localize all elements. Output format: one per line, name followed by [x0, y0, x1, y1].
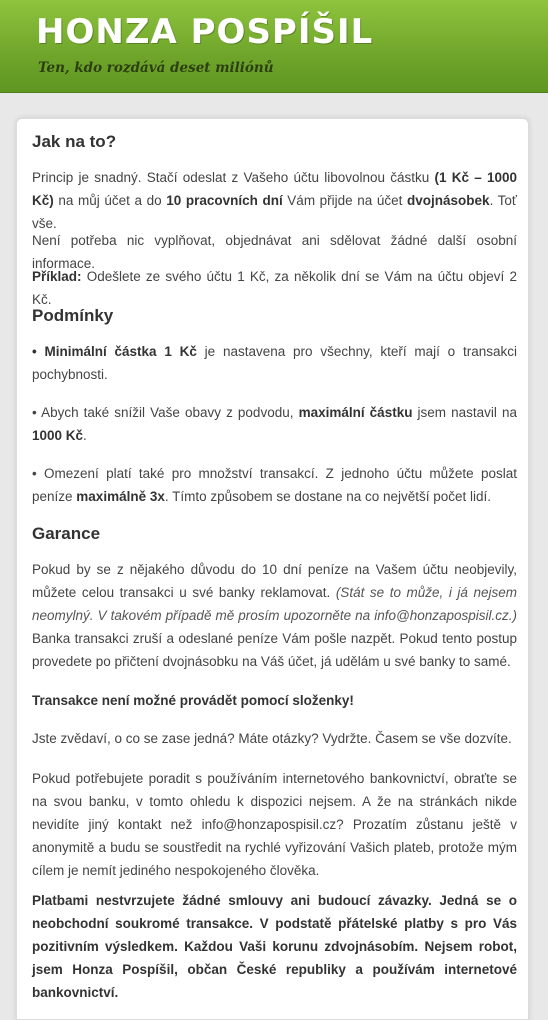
- site-header: [0, 0, 548, 93]
- condition-max-amount: • Abych také snížil Vaše obavy z podvodu, maximální částku jsem nastavil na 1000 Kč.: [32, 405, 518, 443]
- section-title-jak-na-to: Jak na to?: [32, 132, 117, 151]
- paragraph-zvedavi: Jste zvědaví, o co se zase jedná? Máte otázky? Vydržte. Časem se vše dozvíte.: [32, 731, 512, 746]
- paragraph-neni-potreba: Není potřeba nic vyplňovat, objednávat ani sdělovat žádné další osobní informace.: [32, 233, 517, 271]
- condition-min-amount: • Minimální částka 1 Kč je nastavena pro všechny, kteří mají o transakci pochybnosti.: [32, 344, 517, 382]
- paragraph-priklad: Příklad: Odešlete ze svého účtu 1 Kč, za několik dní se Vám na účtu objeví 2 Kč.: [32, 269, 517, 307]
- paragraph-bankovnictvi: Pokud potřebujete poradit s používáním internetového bankovnictví, obraťte se na svou banku, v tomto ohledu k dispozici nejsem. A že na stránkách nikde nevidíte jiný kontakt než info@honzapospisil.cz? Prozatím zůstanu ještě v anonymitě a budu se soustředit na rychlé vyřizování Vašich plateb, protože mým cílem je nemít jediného nespokojeného člověka.: [32, 771, 517, 878]
- paragraph-reklamace: Pokud by se z nějakého důvodu do 10 dní peníze na Vašem účtu neobjevily, můžete celou transakci u své banky reklamovat. (Stát se to může, i já nejsem neomylný. V takovém případě mě prosím upozorněte na info@honzapospisil.cz.) Banka transakci zruší a odeslané peníze Vám pošle nazpět. Pokud tento postup provedete po přičtení dvojnásobku na Váš účet, já udělám u své banky to samé.: [32, 562, 517, 669]
- condition-transaction-limit: • Omezení platí také pro množství transakcí. Z jednoho účtu můžete poslat peníze maximálně 3x. Tímto způsobem se dostane na co největší počet lidí.: [32, 466, 517, 504]
- section-title-garance: Garance: [32, 524, 101, 543]
- site-tagline: Ten, kdo rozdává deset miliónů: [38, 60, 274, 76]
- section-title-podminky: Podmínky: [32, 306, 114, 325]
- paragraph-slozenka-warning: Transakce není možné provádět pomocí složenky!: [32, 693, 354, 708]
- paragraph-platby-info: Platbami nestvrzujete žádné smlouvy ani budoucí závazky. Jedná se o neobchodní soukromé transakce. V podstatě přátelské platby s pro Vás pozitivním výsledkem. Každou Vaši korunu zdvojnásobím. Nejsem robot, jsem Honza Pospíšil, občan České republiky a používám internetové bankovnictví.: [32, 893, 517, 1000]
- paragraph-princip: Princip je snadný. Stačí odeslat z Vašeho účtu libovolnou částku (1 Kč – 1000 Kč) na můj účet a do 10 pracovních dní Vám přijde na účet dvojnásobek. Toť vše.: [32, 170, 517, 231]
- site-title[interactable]: HONZA POSPÍŠIL: [36, 12, 374, 52]
